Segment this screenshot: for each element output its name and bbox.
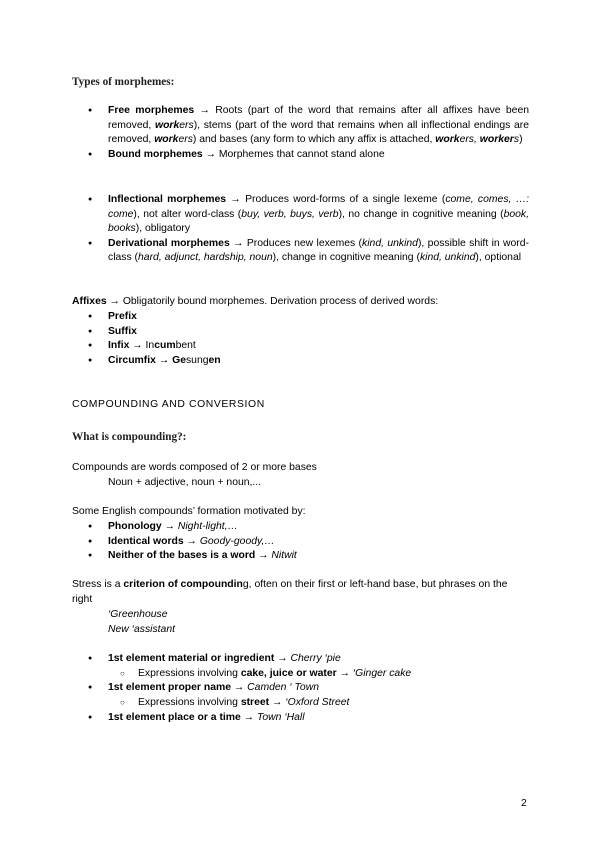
elements-list xyxy=(72,652,529,667)
section-title: COMPOUNDING AND CONVERSION xyxy=(72,399,265,410)
list-item-phonology: ● Phonology → Night-light,… xyxy=(72,520,529,535)
compounds-example: Noun + adjective, noun + noun,... xyxy=(108,477,262,488)
page-number: 2 xyxy=(521,798,527,809)
motivated-intro: Some English compounds’ formation motivated by: xyxy=(72,506,306,517)
sub-item-cake-juice-water: ○ Expressions involving cake, juice or water → ‘Ginger cake xyxy=(72,667,529,682)
list-item-infix: ● Infix → Incumbent xyxy=(72,339,529,354)
elements-sublist-1 xyxy=(72,667,529,682)
list-item-proper-name: ● 1st element proper name → Camden ‘ Town xyxy=(72,681,529,696)
stress-example-1: ‘Greenhouse xyxy=(108,609,168,620)
affixes-list xyxy=(72,310,529,368)
morpheme-types-list-1 xyxy=(72,104,529,162)
heading-types-of-morphemes: Types of morphemes: xyxy=(72,76,175,88)
list-item-circumfix: ● Circumfix → Gesungen xyxy=(72,354,529,369)
list-item-place-time: ● 1st element place or a time → Town ‘Hall xyxy=(72,711,529,726)
elements-sublist-2 xyxy=(72,696,529,711)
stress-paragraph: Stress is a criterion of compounding, often on their first or left-hand base, but phrases on the right xyxy=(72,579,508,605)
motivated-list xyxy=(72,520,529,564)
list-item-neither-base-word: ● Neither of the bases is a word → Nitwit xyxy=(72,549,529,564)
compounds-definition: Compounds are words composed of 2 or more bases xyxy=(72,462,317,473)
list-item-inflectional-morphemes: ● Inflectional morphemes → Produces word-forms of a single lexeme (come, comes, …: come), not alter word-class (buy, verb, buys, verb), no change in cognitive meaning (book, books), obligatory xyxy=(72,193,529,237)
affixes-paragraph: Affixes → Obligatorily bound morphemes. Derivation process of derived words: xyxy=(72,296,439,307)
list-item-prefix: ● Prefix xyxy=(72,310,529,325)
list-item-bound-morphemes: ● Bound morphemes → Morphemes that cannot stand alone xyxy=(72,148,529,163)
stress-example-2: New ‘assistant xyxy=(108,624,175,635)
list-item-free-morphemes: ● Free morphemes → Roots (part of the word that remains after all affixes have been removed, workers), stems (part of the word that remains when all inflectional endings are removed, workers) and bases (any form to which any affix is attached, workers, workers) xyxy=(72,104,529,148)
list-item-material-ingredient: ● 1st element material or ingredient → Cherry ‘pie xyxy=(72,652,529,667)
elements-list-2 xyxy=(72,681,529,696)
morpheme-types-list-2 xyxy=(72,193,529,266)
list-item-derivational-morphemes: ● Derivational morphemes → Produces new lexemes (kind, unkind), possible shift in word-class (hard, adjunct, hardship, noun), change in cognitive meaning (kind, unkind), optional xyxy=(72,237,529,266)
heading-what-is-compounding: What is compounding?: xyxy=(72,431,187,443)
sub-item-street: ○ Expressions involving street → ‘Oxford Street xyxy=(72,696,529,711)
list-item-identical-words: ● Identical words → Goody-goody,… xyxy=(72,535,529,550)
list-item-suffix: ● Suffix xyxy=(72,325,529,340)
elements-list-3 xyxy=(72,711,529,726)
